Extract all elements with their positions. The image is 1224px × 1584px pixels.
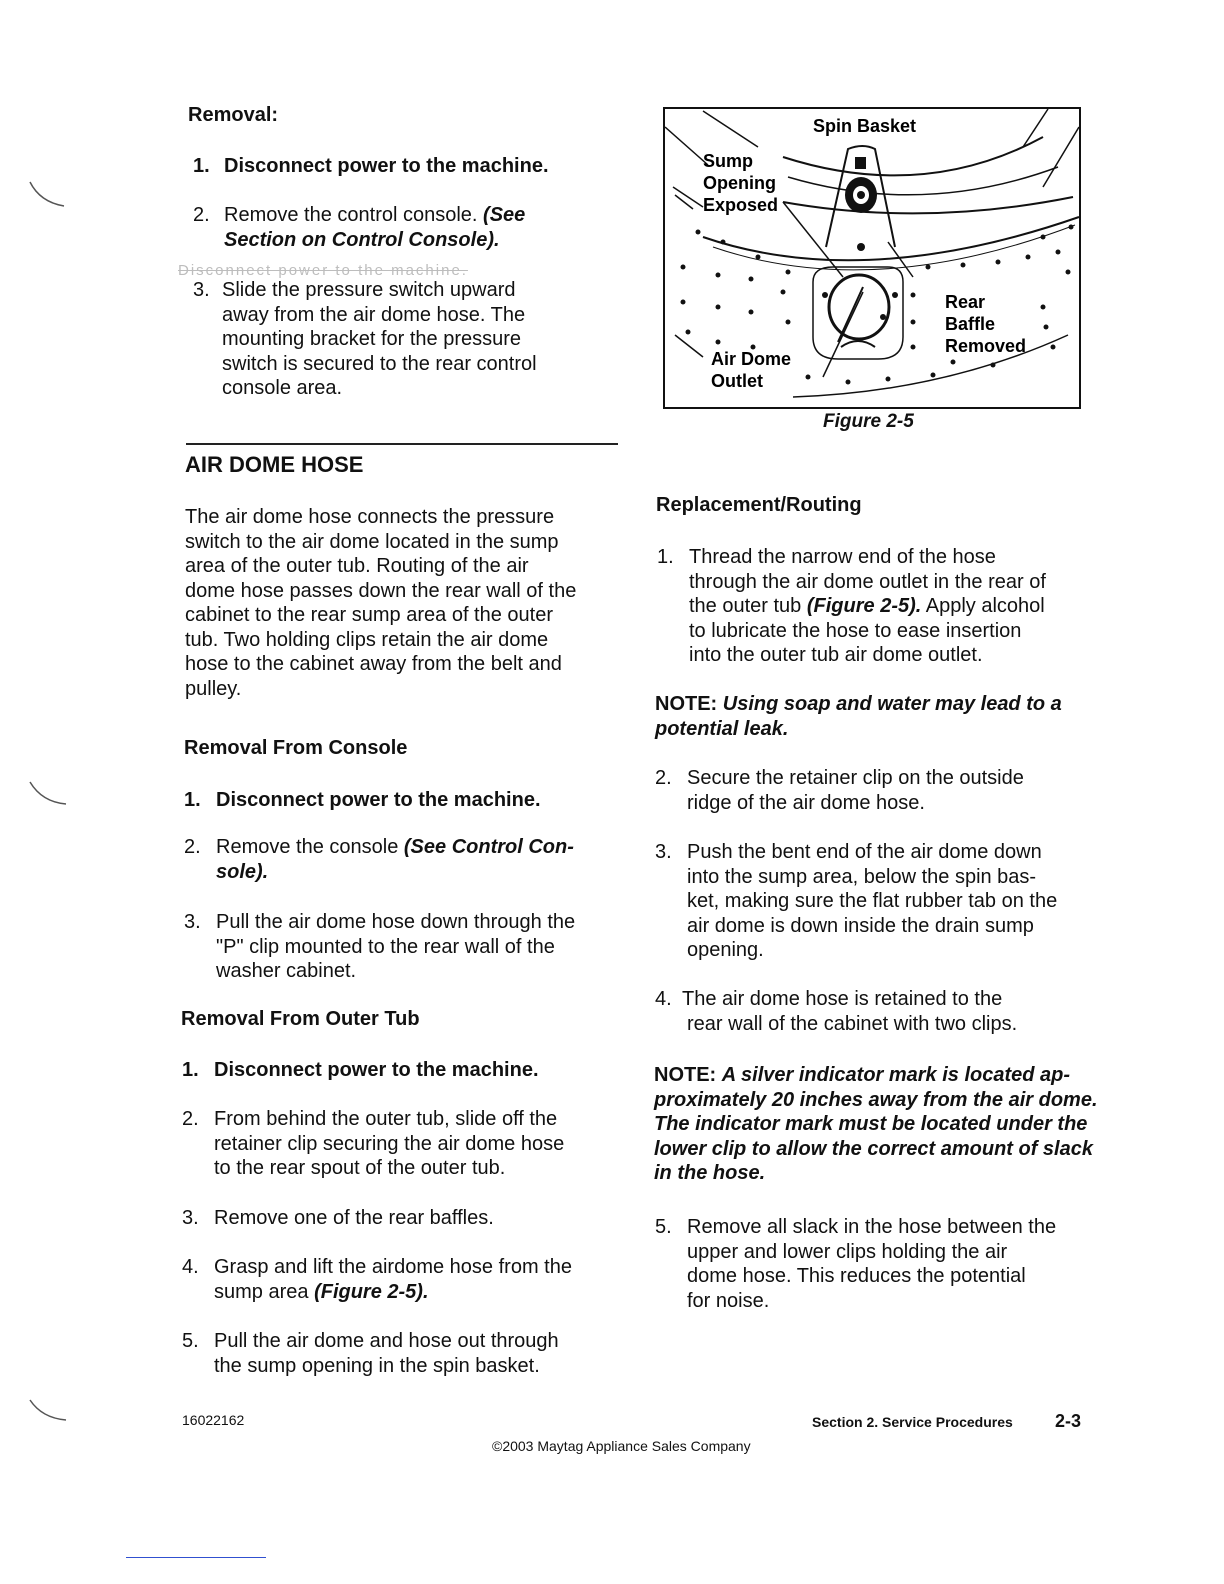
- page-number: 2-3: [1055, 1411, 1082, 1431]
- scan-mark: [28, 780, 68, 810]
- section-rule: [186, 443, 618, 445]
- label-removed: Removed: [945, 336, 1027, 356]
- list-item: 1. Thread the narrow end of the hose through the air dome outlet in the rear of the outer tub (Figure 2-5). Apply alcohol to lubricate the hose to ease insertion into the outer tub air dome outlet.: [657, 546, 1046, 666]
- list-item: 1. Disconnect power to the machine.: [184, 789, 541, 811]
- removal-heading: Removal:: [188, 104, 279, 126]
- list-item: 3. Pull the air dome hose down through the "P" clip mounted to the rear wall of the washer cabinet.: [184, 911, 576, 982]
- list-item: 2. Remove the console (See Control Con- sole).: [184, 836, 574, 883]
- section-title: AIR DOME HOSE: [185, 452, 364, 477]
- list-item: 3. Remove one of the rear baffles.: [182, 1207, 494, 1229]
- scan-mark: [28, 180, 68, 210]
- list-item: 5. Remove all slack in the hose between the upper and lower clips holding the air dome hose. This reduces the potential for noise.: [655, 1216, 1057, 1312]
- note-silver-indicator: NOTE: A silver indicator mark is located ap- proximately 20 inches away from the air dome. The indicator mark must be located under the lower clip to allow the correct amount of slack in the hose.: [654, 1064, 1098, 1184]
- spin-basket-diagram: [663, 107, 1081, 409]
- label-air-dome: Air Dome: [711, 349, 792, 369]
- replacement-routing-heading: Replacement/Routing: [656, 494, 862, 516]
- label-baffle: Baffle: [945, 314, 996, 334]
- list-item: 2. From behind the outer tub, slide off the retainer clip securing the air dome hose to the rear spout of the outer tub.: [182, 1108, 565, 1179]
- removal-from-outer-tub-heading: Removal From Outer Tub: [181, 1008, 420, 1030]
- label-outlet: Outlet: [711, 371, 763, 391]
- list-item: 2. Secure the retainer clip on the outside ridge of the air dome hose.: [655, 767, 1024, 814]
- list-item: 5. Pull the air dome and hose out through the sump opening in the spin basket.: [182, 1330, 559, 1377]
- removal-from-console-heading: Removal From Console: [184, 737, 408, 759]
- intro-paragraph: The air dome hose connects the pressure switch to the air dome located in the sump area of the outer tub. Routing of the air dome hose passes down the rear wall of the cabinet to the rear sump area of the outer tub. Two holding clips retain the air dome hose to the cabinet away from the belt and pulley.: [185, 506, 577, 700]
- footer-section: Section 2. Service Procedures: [812, 1414, 1013, 1430]
- list-item: 3. Slide the pressure switch upward away from the air dome hose. The mounting bracket for the pressure switch is secured to the rear control console area.: [193, 279, 537, 399]
- list-item: 3. Push the bent end of the air dome down into the sump area, below the spin bas- ket, making sure the flat rubber tab on the air dome is down inside the drain sump opening.: [655, 841, 1058, 961]
- note-soap-water: NOTE: Using soap and water may lead to a potential leak.: [655, 693, 1062, 740]
- struck-text: Disconnect power to the machine.: [178, 262, 468, 279]
- list-item: 1. Disconnect power to the machine.: [182, 1059, 539, 1081]
- list-item: 1. Disconnect power to the machine.: [193, 155, 549, 177]
- label-spin-basket: Spin Basket: [813, 116, 917, 136]
- copyright: ©2003 Maytag Appliance Sales Company: [492, 1438, 751, 1454]
- doc-number: 16022162: [182, 1412, 245, 1428]
- list-item: 4. The air dome hose is retained to the rear wall of the cabinet with two clips.: [655, 988, 1018, 1035]
- label-sump: Sump: [703, 151, 754, 171]
- figure-caption: Figure 2-5: [823, 411, 914, 432]
- scan-line: [126, 1557, 266, 1558]
- list-item: 2. Remove the control console. (See Section on Control Console).: [193, 204, 526, 251]
- scan-mark: [28, 1398, 68, 1428]
- label-rear: Rear: [945, 292, 986, 312]
- list-item: 4. Grasp and lift the airdome hose from the sump area (Figure 2-5).: [182, 1256, 572, 1303]
- label-opening: Opening: [703, 173, 776, 193]
- label-exposed: Exposed: [703, 195, 779, 215]
- figure-2-5: [663, 107, 1081, 409]
